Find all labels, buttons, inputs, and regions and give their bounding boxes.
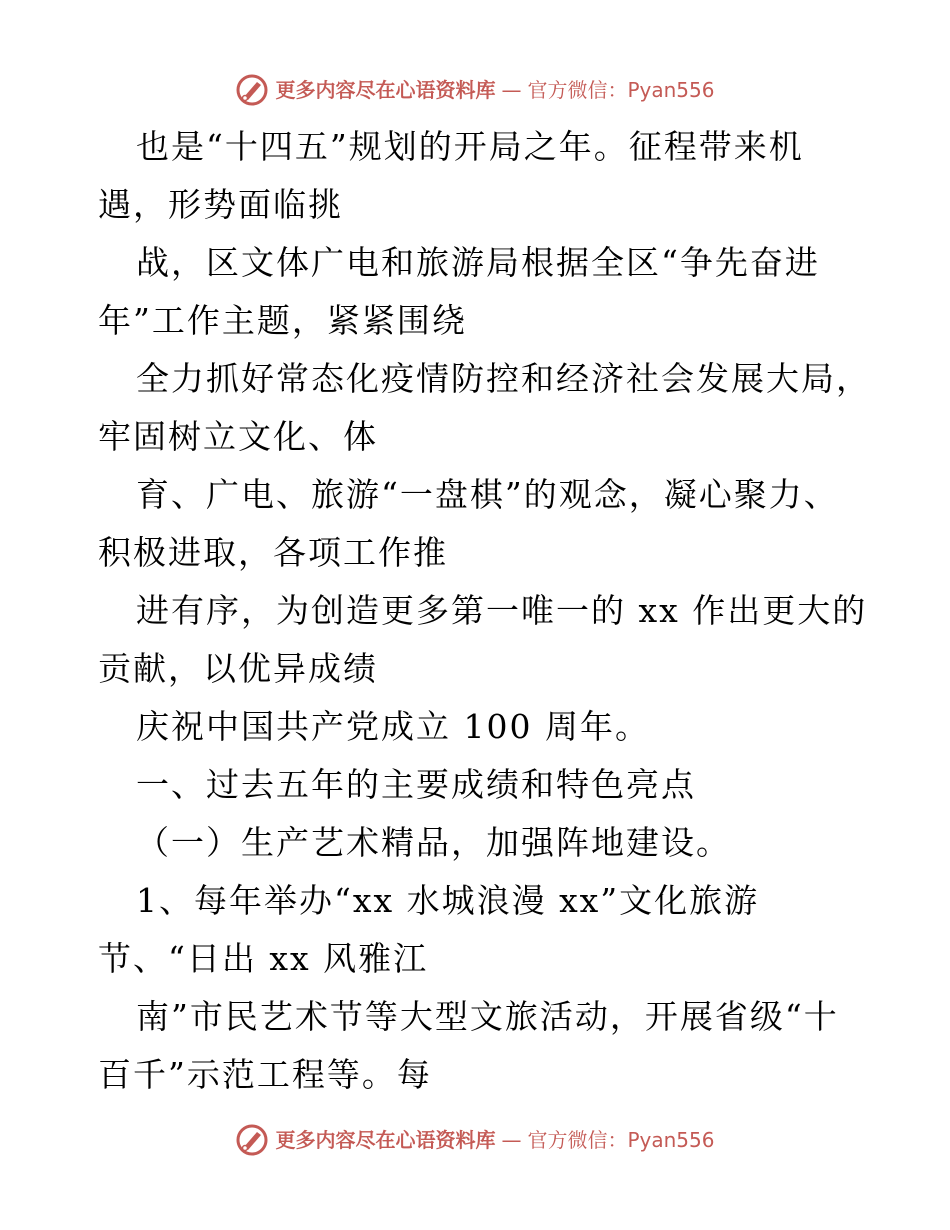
- watermark-separator: —: [501, 1128, 522, 1152]
- watermark-contact-text: 官方微信：Pyan556: [527, 1128, 715, 1152]
- text-line: 战，区文体广电和旅游局根据全区“争先奋进: [136, 243, 820, 282]
- text-line: 节、“日出 xx 风雅江: [98, 939, 429, 978]
- text-line: 进有序，为创造更多第一唯一的 xx 作出更大的: [136, 591, 868, 630]
- text-line: 也是“十四五”规划的开局之年。征程带来机: [136, 127, 804, 166]
- watermark-main-text: 更多内容尽在心语资料库: [275, 78, 496, 102]
- pen-circle-logo-icon: [235, 73, 269, 107]
- section-heading: 一、过去五年的主要成绩和特色亮点: [136, 765, 696, 804]
- watermark-separator: —: [501, 78, 522, 102]
- subsection-heading: （一）生产艺术精品，加强阵地建设。: [136, 823, 731, 862]
- text-line: 牢固树立文化、体: [98, 417, 378, 456]
- text-line: 遇，形势面临挑: [98, 185, 343, 224]
- watermark-main-text: 更多内容尽在心语资料库: [275, 1128, 496, 1152]
- text-line: 百千”示范工程等。每: [98, 1055, 432, 1094]
- text-line: 庆祝中国共产党成立 100 周年。: [136, 707, 650, 746]
- text-line: 贡献，以优异成绩: [98, 649, 378, 688]
- watermark-contact-text: 官方微信：Pyan556: [527, 78, 715, 102]
- text-line: 南”市民艺术节等大型文旅活动，开展省级“十: [136, 997, 839, 1036]
- text-line: 育、广电、旅游“一盘棋”的观念，凝心聚力、: [136, 475, 839, 514]
- footer-watermark: [0, 1122, 950, 1158]
- text-line: 全力抓好常态化疫情防控和经济社会发展大局，: [136, 359, 871, 398]
- text-line: 1、每年举办“xx 水城浪漫 xx”文化旅游: [136, 881, 760, 920]
- text-line: 积极进取，各项工作推: [98, 533, 448, 572]
- pen-circle-logo-icon: [235, 1123, 269, 1157]
- text-line: 年”工作主题，紧紧围绕: [98, 301, 467, 340]
- header-watermark: [0, 72, 950, 108]
